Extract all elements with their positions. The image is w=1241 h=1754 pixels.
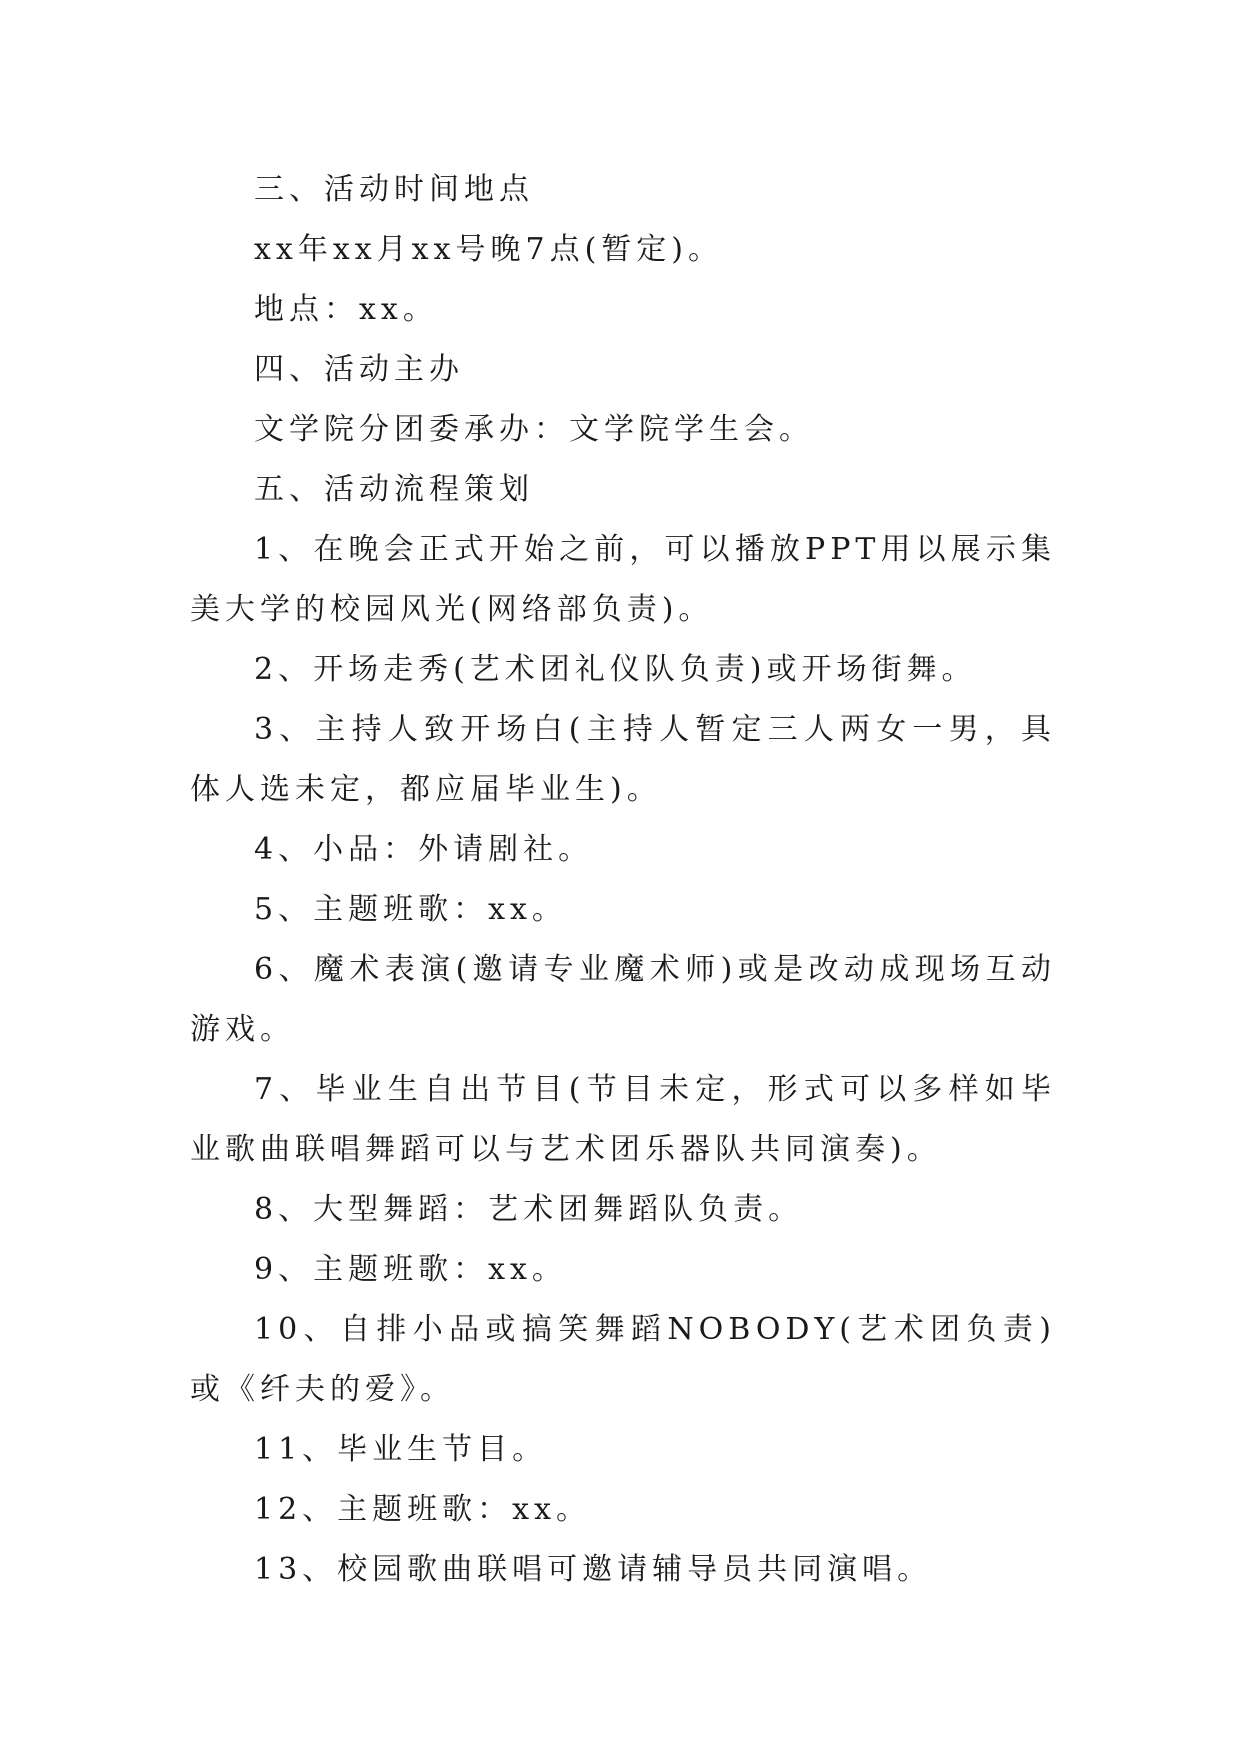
paragraph-date: xx年xx月xx号晚7点(暂定)。 xyxy=(254,232,724,267)
program-item-12: 12、主题班歌：xx。 xyxy=(254,1492,592,1527)
paragraph-location: 地点：xx。 xyxy=(254,292,438,327)
program-item-3: 3、主持人致开场白(主持人暂定三人两女一男，具体人选未定，都应届毕业生)。 xyxy=(190,712,1056,807)
program-item-10: 10、自排小品或搞笑舞蹈NOBODY(艺术团负责)或《纤夫的爱》。 xyxy=(190,1312,1056,1407)
program-item-11: 11、毕业生节目。 xyxy=(254,1432,548,1467)
section-heading-organizer: 四、活动主办 xyxy=(254,352,464,387)
program-item-5: 5、主题班歌：xx。 xyxy=(254,892,567,927)
program-item-1: 1、在晚会正式开始之前，可以播放PPT用以展示集美大学的校园风光(网络部负责)。 xyxy=(190,532,1056,627)
program-item-9: 9、主题班歌：xx。 xyxy=(254,1252,567,1287)
program-item-2: 2、开场走秀(艺术团礼仪队负责)或开场街舞。 xyxy=(254,652,977,687)
program-item-8: 8、大型舞蹈：艺术团舞蹈队负责。 xyxy=(254,1192,804,1227)
program-item-13: 13、校园歌曲联唱可邀请辅导员共同演唱。 xyxy=(254,1552,933,1587)
program-item-4: 4、小品：外请剧社。 xyxy=(254,832,594,867)
paragraph-organizer: 文学院分团委承办：文学院学生会。 xyxy=(254,412,814,447)
program-item-6: 6、魔术表演(邀请专业魔术师)或是改动成现场互动游戏。 xyxy=(190,952,1056,1047)
document-body xyxy=(190,160,1056,1600)
program-item-7: 7、毕业生自出节目(节目未定，形式可以多样如毕业歌曲联唱舞蹈可以与艺术团乐器队共同演奏)。 xyxy=(190,1072,1056,1167)
section-heading-time-place: 三、活动时间地点 xyxy=(254,172,534,207)
section-heading-program: 五、活动流程策划 xyxy=(254,472,534,507)
